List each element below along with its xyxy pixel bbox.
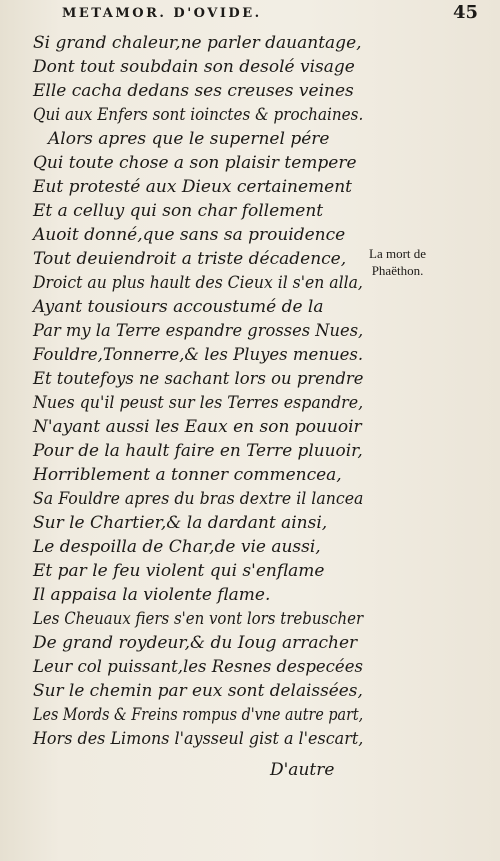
verse-line: Si grand chaleur,ne parler dauantage, (33, 33, 362, 53)
verse-line: Sur le chemin par eux sont delaissées, (33, 681, 363, 701)
verse-line: Sa Fouldre apres du bras dextre il lancea (33, 489, 364, 509)
verse-line: Par my la Terre espandre grosses Nues, (33, 321, 364, 341)
verse-line: Et toutefoys ne sachant lors ou prendre (33, 369, 364, 389)
verse-line: Les Mords & Freins rompus d'vne autre part, (33, 705, 364, 725)
verse-line: Dont tout soubdain son desolé visage (33, 57, 355, 77)
verse-line: Horriblement a tonner commencea, (33, 465, 342, 485)
verse-line: Hors des Limons l'aysseul gist a l'escart, (33, 729, 364, 749)
verse-line: Sur le Chartier,& la dardant ainsi, (33, 513, 328, 533)
verse-line: Elle cacha dedans ses creuses veines (33, 81, 354, 101)
verse-line: Leur col puissant,les Resnes despecées (33, 657, 363, 677)
verse-line: N'ayant aussi les Eaux en son pouuoir (33, 417, 362, 437)
page-number: 45 (453, 2, 479, 23)
verse-line: Tout deuiendroit a triste décadence, (33, 249, 347, 269)
verse-line: Les Cheuaux fiers s'en vont lors trebuscher (33, 609, 364, 629)
running-title: METAMOR. D'OVIDE. (62, 6, 262, 21)
verse-line: Il appaisa la violente flame. (33, 585, 271, 605)
verse-line: Nues qu'il peust sur les Terres espandre, (33, 393, 364, 413)
marginal-note-line: Phaëthon. (371, 263, 424, 278)
verse-line: Alors apres que le supernel pére (48, 129, 330, 149)
catchword: D'autre (270, 760, 335, 780)
verse-line: Qui aux Enfers sont ioinctes & prochaines. (33, 105, 364, 125)
verse-line: Pour de la hault faire en Terre pluuoir, (33, 441, 363, 461)
verse-line: Qui toute chose a son plaisir tempere (33, 153, 357, 173)
verse-line: Ayant tousiours accoustumé de la (33, 297, 324, 317)
verse-line: Fouldre,Tonnerre,& les Pluyes menues. (33, 345, 364, 365)
marginal-note (369, 245, 426, 279)
verse-line: Eut protesté aux Dieux certainement (33, 177, 352, 197)
verse-line: Droict au plus hault des Cieux il s'en alla, (33, 273, 363, 293)
verse-line: Et a celluy qui son char follement (33, 201, 324, 221)
verse-line: De grand roydeur,& du Ioug arracher (33, 633, 358, 653)
marginal-note-line: La mort de (369, 246, 427, 261)
verse-line: Le despoilla de Char,de vie aussi, (33, 537, 321, 557)
verse-line: Et par le feu violent qui s'enflame (33, 561, 325, 581)
verse-line: Auoit donné,que sans sa prouidence (33, 225, 346, 245)
